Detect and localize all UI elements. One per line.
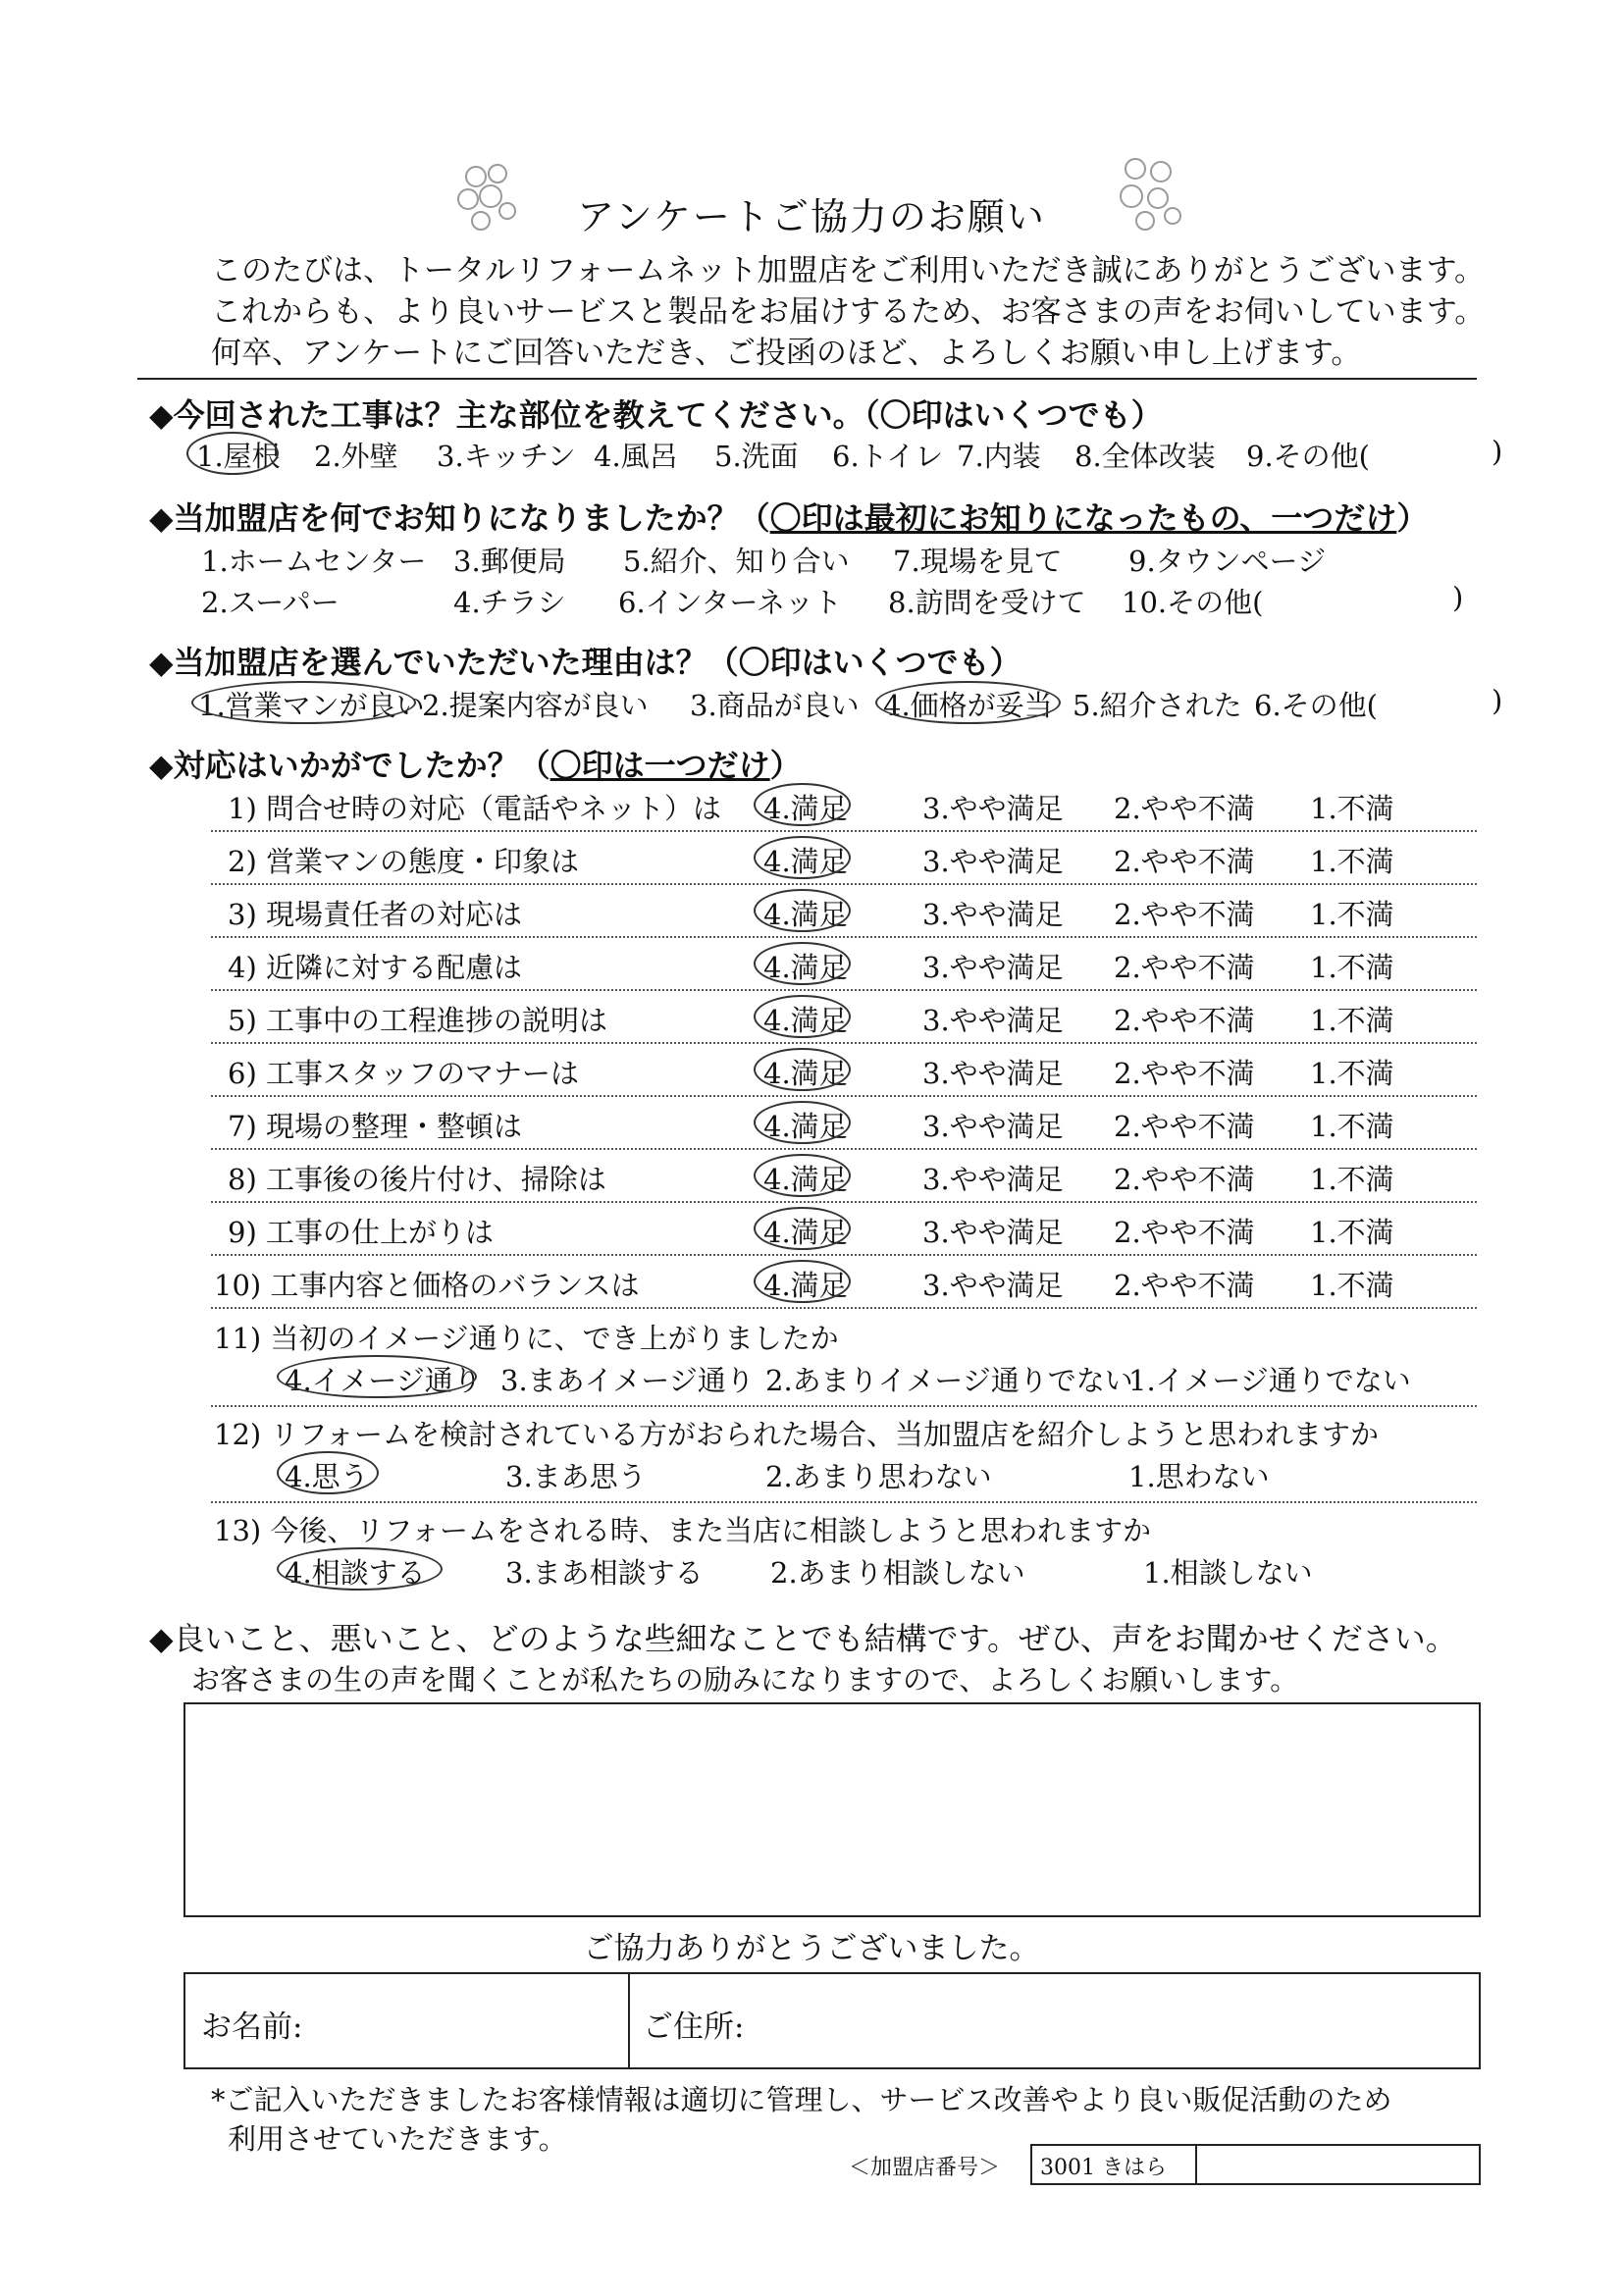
rating-row-7-option-4[interactable]: 4.満足 bbox=[763, 1110, 848, 1143]
comments-heading: ◆良いこと、悪いこと、どのような些細なことでも結構です。ぜひ、声をお聞かせください。 bbox=[149, 1620, 1457, 1657]
rating-row-7-option-2[interactable]: 2.やや不満 bbox=[1114, 1110, 1255, 1143]
q1-heading: ◆今回された工事は？主な部位を教えてください。（〇印はいくつでも） bbox=[149, 396, 1163, 434]
rating-row-10-option-1[interactable]: 1.不満 bbox=[1310, 1269, 1394, 1302]
address-field[interactable] bbox=[775, 1977, 1472, 2061]
q11-option-3[interactable]: 3.まあイメージ通り bbox=[500, 1364, 755, 1397]
rating-row-6-option-4[interactable]: 4.満足 bbox=[763, 1057, 848, 1090]
header-divider bbox=[137, 378, 1477, 380]
q2-option-10[interactable]: 10.その他( bbox=[1122, 586, 1264, 619]
intro-line-3: 何卒、アンケートにご回答いただき、ご投函のほど、よろしくお願い申し上げます。 bbox=[211, 336, 1362, 371]
q1-option-9[interactable]: 9.その他( bbox=[1246, 440, 1370, 473]
rating-row-3-option-4[interactable]: 4.満足 bbox=[763, 898, 848, 931]
rating-row-6-option-1[interactable]: 1.不満 bbox=[1310, 1057, 1394, 1090]
q3-answer-circle-1 bbox=[191, 681, 416, 724]
rating-answer-circle bbox=[754, 942, 851, 985]
q11-option-1[interactable]: 1.イメージ通りでない bbox=[1128, 1364, 1411, 1397]
rating-row-2-option-2[interactable]: 2.やや不満 bbox=[1114, 845, 1255, 878]
q4-heading-post: ） bbox=[769, 747, 802, 784]
q12-option-2[interactable]: 2.あまり思わない bbox=[765, 1460, 992, 1493]
rating-row-10-option-2[interactable]: 2.やや不満 bbox=[1114, 1269, 1255, 1302]
q3-option-6[interactable]: 6.その他( bbox=[1254, 689, 1378, 722]
q3-option-2[interactable]: 2.提案内容が良い bbox=[422, 689, 649, 722]
q12-divider bbox=[211, 1501, 1477, 1503]
q13-answer-circle bbox=[277, 1547, 443, 1591]
rating-item-4: 4) 近隣に対する配慮は bbox=[228, 951, 522, 984]
rating-row-10-option-3[interactable]: 3.やや満足 bbox=[922, 1269, 1064, 1302]
rating-row-2-option-4[interactable]: 4.満足 bbox=[763, 845, 848, 878]
rating-row-1-option-1[interactable]: 1.不満 bbox=[1310, 792, 1394, 825]
q1-option-8[interactable]: 8.全体改装 bbox=[1074, 440, 1216, 473]
rating-row-6-option-2[interactable]: 2.やや不満 bbox=[1114, 1057, 1255, 1090]
rating-item-10: 10) 工事内容と価格のバランスは bbox=[214, 1269, 640, 1302]
rating-row-3-option-1[interactable]: 1.不満 bbox=[1310, 898, 1394, 931]
q2-option-8[interactable]: 8.訪問を受けて bbox=[888, 586, 1086, 619]
rating-answer-circle bbox=[754, 1207, 851, 1250]
q4-heading-pre: ◆対応はいかがでしたか？（ bbox=[149, 747, 550, 784]
q12-answer-circle bbox=[277, 1451, 379, 1494]
store-number-value: 3001 きはら bbox=[1040, 2156, 1167, 2180]
rating-item-3: 3) 現場責任者の対応は bbox=[228, 898, 522, 931]
rating-row-3-option-3[interactable]: 3.やや満足 bbox=[922, 898, 1064, 931]
rating-item-8: 8) 工事後の後片付け、掃除は bbox=[228, 1163, 606, 1196]
q4-heading bbox=[149, 741, 802, 786]
q13-question: 13) 今後、リフォームをされる時、また当店に相談しようと思われますか bbox=[214, 1514, 1151, 1547]
q2-option-4[interactable]: 4.チラシ bbox=[453, 586, 566, 619]
rating-row-4-option-4[interactable]: 4.満足 bbox=[763, 951, 848, 984]
q1-answer-circle bbox=[186, 432, 279, 475]
rating-row-divider bbox=[211, 936, 1477, 938]
rating-row-9-option-1[interactable]: 1.不満 bbox=[1310, 1216, 1394, 1249]
rating-row-1-option-2[interactable]: 2.やや不満 bbox=[1114, 792, 1255, 825]
q2-heading bbox=[149, 494, 1428, 539]
q2-option-1[interactable]: 1.ホームセンター bbox=[201, 545, 427, 578]
rating-row-8-option-3[interactable]: 3.やや満足 bbox=[922, 1163, 1064, 1196]
rating-row-5-option-1[interactable]: 1.不満 bbox=[1310, 1004, 1394, 1037]
comments-subheading: お客さまの生の声を聞くことが私たちの励みになりますので、よろしくお願いします。 bbox=[191, 1663, 1299, 1696]
q1-option-4[interactable]: 4.風呂 bbox=[594, 440, 678, 473]
rating-item-5: 5) 工事中の工程進捗の説明は bbox=[228, 1004, 607, 1037]
q11-option-2[interactable]: 2.あまりイメージ通りでない bbox=[765, 1364, 1133, 1397]
intro-line-1: このたびは、トータルリフォームネット加盟店をご利用いただき誠にありがとうございます。 bbox=[211, 253, 1485, 288]
q13-option-2[interactable]: 2.あまり相談しない bbox=[770, 1556, 1025, 1590]
q2-heading-post: ） bbox=[1396, 499, 1429, 537]
q2-option-6[interactable]: 6.インターネット bbox=[618, 586, 843, 619]
q3-option-3[interactable]: 3.商品が良い bbox=[690, 689, 860, 722]
q3-answer-circle-4 bbox=[875, 681, 1061, 724]
q11-divider bbox=[211, 1405, 1477, 1407]
name-field[interactable] bbox=[324, 1977, 618, 2061]
rating-item-2: 2) 営業マンの態度・印象は bbox=[228, 845, 579, 878]
rating-row-divider bbox=[211, 1201, 1477, 1203]
q1-option-7[interactable]: 7.内装 bbox=[957, 440, 1041, 473]
q3-option-4[interactable]: 4.価格が妥当 bbox=[883, 689, 1053, 722]
q12-option-3[interactable]: 3.まあ思う bbox=[505, 1460, 647, 1493]
rating-row-9-option-4[interactable]: 4.満足 bbox=[763, 1216, 848, 1249]
contact-divider bbox=[628, 1972, 630, 2067]
q12-option-4[interactable]: 4.思う bbox=[285, 1460, 369, 1493]
q1-option-5[interactable]: 5.洗面 bbox=[714, 440, 799, 473]
q2-option-5[interactable]: 5.紹介、知り合い bbox=[623, 545, 850, 578]
rating-row-divider bbox=[211, 883, 1477, 885]
rating-answer-circle bbox=[754, 1048, 851, 1091]
rating-item-6: 6) 工事スタッフのマナーは bbox=[228, 1057, 579, 1090]
q1-option-1[interactable]: 1.屋根 bbox=[196, 440, 281, 473]
rating-answer-circle bbox=[754, 836, 851, 879]
q2-option-9[interactable]: 9.タウンページ bbox=[1128, 545, 1327, 578]
rating-row-8-option-1[interactable]: 1.不満 bbox=[1310, 1163, 1394, 1196]
rating-item-1: 1) 問合せ時の対応（電話やネット）は bbox=[228, 792, 721, 825]
q2-heading-underlined: 〇印は最初にお知りになったもの、一つだけ bbox=[769, 499, 1397, 537]
q1-option-2[interactable]: 2.外壁 bbox=[314, 440, 398, 473]
rating-row-divider bbox=[211, 1307, 1477, 1309]
rating-answer-circle bbox=[754, 1260, 851, 1303]
rating-row-divider bbox=[211, 1254, 1477, 1256]
rating-answer-circle bbox=[754, 889, 851, 932]
q2-heading-pre: ◆当加盟店を何でお知りになりましたか？（ bbox=[149, 499, 770, 537]
rating-item-9: 9) 工事の仕上がりは bbox=[228, 1216, 494, 1249]
rating-row-7-option-3[interactable]: 3.やや満足 bbox=[922, 1110, 1064, 1143]
q1-option-9-close: ) bbox=[1492, 435, 1503, 468]
rating-row-4-option-1[interactable]: 1.不満 bbox=[1310, 951, 1394, 984]
rating-row-divider bbox=[211, 1042, 1477, 1044]
rating-row-4-option-2[interactable]: 2.やや不満 bbox=[1114, 951, 1255, 984]
page-title: アンケートご協力のお願い bbox=[577, 195, 1046, 238]
rating-row-3-option-2[interactable]: 2.やや不満 bbox=[1114, 898, 1255, 931]
rating-row-4-option-3[interactable]: 3.やや満足 bbox=[922, 951, 1064, 984]
rating-row-2-option-3[interactable]: 3.やや満足 bbox=[922, 845, 1064, 878]
q4-heading-underlined: 〇印は一つだけ bbox=[550, 747, 770, 784]
rating-row-8-option-4[interactable]: 4.満足 bbox=[763, 1163, 848, 1196]
rating-row-divider bbox=[211, 830, 1477, 832]
privacy-note-line-1: *ご記入いただきましたお客様情報は適切に管理し、サービス改善やより良い販促活動のため bbox=[211, 2083, 1392, 2116]
q2-option-3[interactable]: 3.郵便局 bbox=[453, 545, 566, 578]
q13-option-3[interactable]: 3.まあ相談する bbox=[505, 1556, 704, 1590]
rating-row-divider bbox=[211, 1148, 1477, 1150]
rating-row-divider bbox=[211, 989, 1477, 991]
q13-option-4[interactable]: 4.相談する bbox=[285, 1556, 426, 1590]
q3-option-5[interactable]: 5.紹介された bbox=[1073, 689, 1242, 722]
store-number-label: ＜加盟店番号＞ bbox=[849, 2156, 1001, 2180]
q11-question: 11) 当初のイメージ通りに、でき上がりましたか bbox=[214, 1322, 839, 1355]
rating-row-7-option-1[interactable]: 1.不満 bbox=[1310, 1110, 1394, 1143]
q3-option-6-close: ) bbox=[1492, 684, 1503, 717]
q12-question: 12) リフォームを検討されている方がおられた場合、当加盟店を紹介しようと思われますか bbox=[214, 1418, 1379, 1451]
rating-row-10-option-4[interactable]: 4.満足 bbox=[763, 1269, 848, 1302]
rating-row-8-option-2[interactable]: 2.やや不満 bbox=[1114, 1163, 1255, 1196]
privacy-note-line-2: 利用させていただきます。 bbox=[228, 2122, 567, 2156]
q1-option-6[interactable]: 6.トイレ bbox=[832, 440, 944, 473]
rating-row-2-option-1[interactable]: 1.不満 bbox=[1310, 845, 1394, 878]
q2-option-10-close: ) bbox=[1452, 581, 1464, 614]
q3-heading: ◆当加盟店を選んでいただいた理由は？（〇印はいくつでも） bbox=[149, 644, 1021, 681]
address-label: ご住所: bbox=[643, 2009, 745, 2045]
rating-row-5-option-4[interactable]: 4.満足 bbox=[763, 1004, 848, 1037]
rating-answer-circle bbox=[754, 1154, 851, 1197]
q13-option-1[interactable]: 1.相談しない bbox=[1143, 1556, 1313, 1590]
rating-row-9-option-3[interactable]: 3.やや満足 bbox=[922, 1216, 1064, 1249]
name-label: お名前: bbox=[201, 2009, 303, 2045]
rating-row-1-option-4[interactable]: 4.満足 bbox=[763, 792, 848, 825]
rating-row-9-option-2[interactable]: 2.やや不満 bbox=[1114, 1216, 1255, 1249]
rating-row-divider bbox=[211, 1095, 1477, 1097]
thanks-message: ご協力ありがとうございました。 bbox=[583, 1931, 1040, 1966]
rating-row-5-option-3[interactable]: 3.やや満足 bbox=[922, 1004, 1064, 1037]
q11-option-4[interactable]: 4.イメージ通り bbox=[285, 1364, 482, 1397]
q12-option-1[interactable]: 1.思わない bbox=[1128, 1460, 1270, 1493]
rating-row-5-option-2[interactable]: 2.やや不満 bbox=[1114, 1004, 1255, 1037]
store-number-divider bbox=[1195, 2144, 1197, 2183]
q2-option-2[interactable]: 2.スーパー bbox=[201, 586, 340, 619]
rating-item-7: 7) 現場の整理・整頓は bbox=[228, 1110, 522, 1143]
q3-option-1[interactable]: 1.営業マンが良い bbox=[198, 689, 425, 722]
comments-textarea[interactable] bbox=[183, 1702, 1481, 1917]
q1-option-3[interactable]: 3.キッチン bbox=[437, 440, 576, 473]
intro-line-2: これからも、より良いサービスと製品をお届けするため、お客さまの声をお伺いしています。 bbox=[211, 294, 1486, 330]
q11-answer-circle bbox=[277, 1355, 477, 1398]
rating-row-6-option-3[interactable]: 3.やや満足 bbox=[922, 1057, 1064, 1090]
rating-row-1-option-3[interactable]: 3.やや満足 bbox=[922, 792, 1064, 825]
rating-answer-circle bbox=[754, 783, 851, 826]
rating-answer-circle bbox=[754, 995, 851, 1038]
q2-option-7[interactable]: 7.現場を見て bbox=[893, 545, 1063, 578]
rating-answer-circle bbox=[754, 1101, 851, 1144]
